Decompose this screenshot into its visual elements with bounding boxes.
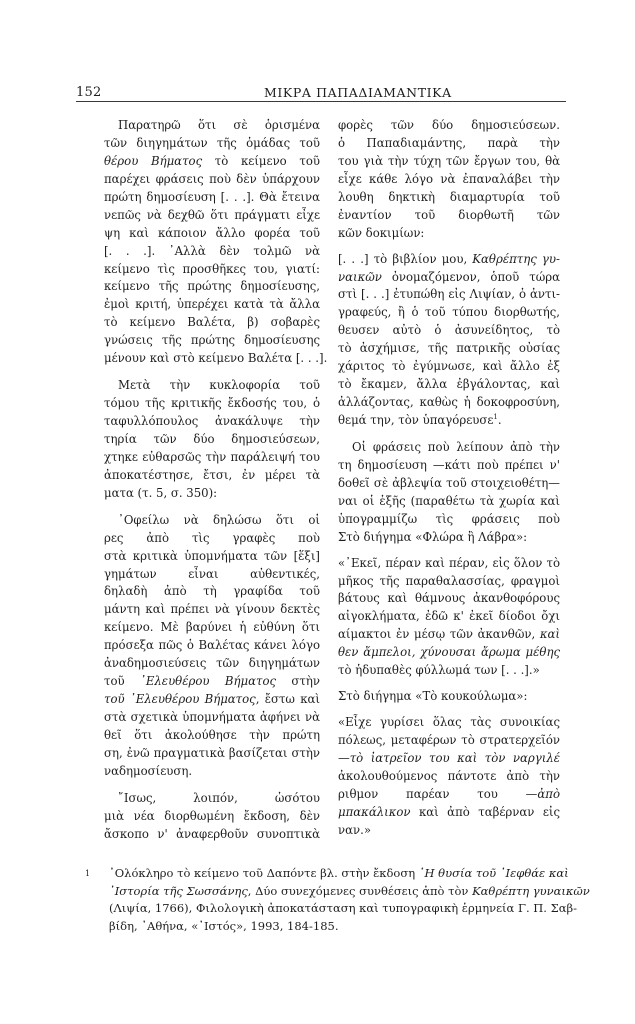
text-line: ἀναδημοσιεύσεις τῶν διηγημάτων (104, 656, 320, 671)
text-line: βάτους καὶ θάμνους ἀκανθοφόρους (338, 591, 560, 606)
text-line: κείμενο. Μὲ βαρύνει ἡ εὐθύνη ὅτι (104, 620, 320, 635)
text-line: κῶν δοκιμίων: (338, 225, 425, 240)
text-line: φορὲς τῶν δύο δημοσιεύσεων. (338, 118, 560, 132)
text-line: ἀποκατέστησε, ἔτσι, ἐν μέρει τὰ (104, 467, 320, 482)
text-line: ἀκολουθούμενος πάντοτε ἀπὸ τὴν (338, 768, 560, 783)
text-line: δηλαδὴ ἀπὸ τὴ γραφίδα τοῦ (104, 584, 320, 599)
text-line: «᾿Εκεῖ, πέραν καὶ πέραν, εἰς ὅλον τὸ (338, 555, 560, 570)
text-line: τῶν διηγημάτων τῆς ὁμάδας τοῦ (104, 135, 320, 150)
text-line: κείμενο τὶς προσθῆκες του, γιατί: (104, 261, 320, 276)
footnote-line: ᾿Ιστορία τῆς Σωσσάνης, Δύο συνεχόμενες συνθέσεις ἀπὸ τὸν Καθρέπτη γυναικῶν (109, 883, 590, 898)
right-column (330, 117, 560, 840)
text-line: χτηκε εὐθαρσῶς τὴν παράλειψή του (104, 449, 320, 464)
text-line: Παρατηρῶ ὅτι σὲ ὁρισμένα (118, 118, 320, 132)
page-number: 152 (76, 85, 102, 100)
italic-text: ᾿Ιστορία τῆς Σωσσάνης (109, 883, 248, 898)
text-line: του γιὰ τὴν τύχη τῶν ἔργων του, θὰ (338, 153, 560, 168)
footnote-line: βίδη, ᾿Αθήνα, «᾿Ιστός», 1993, 184-185. (109, 918, 339, 933)
text-line: ὑπογραμμίζω τὶς φράσεις ποὺ (338, 511, 560, 526)
text-line: ρες ἀπὸ τὶς γραφὲς ποὺ (104, 530, 320, 545)
text-line: θευσεν αὐτὸ ὁ ἀσυνείδητος, τὸ (338, 323, 560, 338)
text-line: πρώτη δημοσίευση [. . .]. Θὰ ἔτεινα (104, 189, 320, 204)
text-line: [. . .] τὸ βιβλίον μου, Καθρέπτης γυ- (338, 251, 560, 266)
text-line: μπακάλικον καὶ ἀπὸ ταβέρναν εἰς (338, 804, 560, 819)
text-line: παρέχει φράσεις ποὺ δὲν ὑπάρχουν (104, 171, 320, 186)
text-line: ψη καὶ κάποιον ἄλλο φορέα τοῦ (104, 225, 320, 240)
italic-text: τὸ ἰατρεῖον του καὶ τὸν ναργιλέ (349, 750, 560, 765)
text-line: [. . .]. ᾿Αλλὰ δὲν τολμῶ νὰ (104, 243, 320, 258)
text-line: τὸ κείμενο Βαλέτα, β) σοβαρὲς (104, 315, 320, 330)
text-line: τοῦ ᾿Ελευθέρου Βήματος, ἔστω καὶ (104, 692, 320, 707)
text-line: νεπῶς νὰ δεχθῶ ὅτι πράγματι εἶχε (104, 207, 320, 222)
text-line: ἐμοὶ κριτή, ὑπερέχει κατὰ τὰ ἄλλα (104, 297, 320, 312)
text-line: τὸ ἀσχήμισε, τῆς πατρικῆς οὐσίας (338, 341, 560, 356)
text-line: ση, ἐνῶ πραγματικὰ βασίζεται στὴν (104, 745, 320, 760)
header-rule (76, 101, 566, 102)
text-line: μάντη καὶ πρέπει νὰ γίνουν δεκτὲς (104, 602, 320, 617)
italic-text: θέρου Βήματος (104, 153, 203, 168)
footnote-line: ᾿Ολόκληρο τὸ κείμενο τοῦ Δαπόντε βλ. στὴν ἔκδοση ῾Η θυσία τοῦ ᾿Ιεφθάε καὶ (109, 866, 569, 880)
italic-text: ᾿Ελευθέρου Βήματος (140, 674, 277, 689)
text-line: στὰ σχετικὰ ὑπομνήματα ἀφήνει νὰ (104, 710, 320, 724)
text-line: τηρία τῶν δύο δημοσιεύσεων, (104, 431, 320, 446)
text-line: —τὸ ἰατρεῖον του καὶ τὸν ναργιλέ (338, 750, 560, 768)
footnote-line: (Λιψία, 1766), Φιλολογικὴ ἀποκατάσταση καὶ τυπογραφικὴ ἑρμηνεία Γ. Π. Σαβ- (109, 901, 578, 915)
text-line: πόλεως, μεταφέρων τὸ στρατερχεῖόν (338, 733, 560, 747)
text-line: ριθμον παρέαν του —ἀπὸ (338, 786, 560, 804)
text-line: ῎Ισως, λοιπόν, ὡσότου (118, 790, 320, 805)
text-line: ἐναντίον τοῦ διορθωτῆ τῶν (338, 207, 560, 222)
paragraph (104, 377, 320, 503)
text-line (338, 644, 560, 662)
text-line: ναι οἱ ἑξῆς (παραθέτω τὰ χωρία καὶ (338, 493, 560, 508)
text-line: ναδημοσίευση. (104, 763, 193, 778)
text-line: γραφεύς, ἢ ὁ τοῦ τύπου διορθωτής, (338, 305, 560, 320)
text-line: αίμακτοι ἐν μέσῳ τῶν ἀκανθῶν, καὶ (338, 626, 560, 644)
text-line: «Εἶχε γυρίσει ὅλας τὰς συνοικίας (338, 715, 560, 730)
paragraph (338, 439, 560, 547)
text-line: δοθεῖ σὲ ἀβλεψία τοῦ στοιχειοθέτη— (338, 475, 560, 490)
footnote-marker: 1 (85, 869, 91, 878)
italic-text: θεν ἄμπελοι, χύνουσαι ἄρωμα μέθης (338, 645, 560, 660)
running-head: ΜΙΚΡΑ ΠΑΠΑΔΙΑΜΑΝΤΙΚΑ (264, 85, 452, 100)
block-quote (338, 251, 560, 430)
text-line: θεῖ ὅτι ἀκολούθησε τὴν πρώτη (104, 727, 320, 742)
italic-text: ναικῶν (338, 269, 382, 284)
text-line: χάριτος τὸ ἐγύμνωσε, καὶ ἄλλο ἐξ (338, 359, 560, 374)
quote-text: θεμά την, τὸν ὑπαγόρευσε (338, 413, 494, 427)
paragraph (104, 117, 328, 368)
text-line: μῆκος τῆς παραθαλασσίας, φραγμοὶ (338, 573, 560, 588)
text-line: μένουν καὶ στὸ κείμενο Βαλέτα [. . .]. (104, 351, 328, 366)
paragraph (104, 790, 320, 844)
text-line: λουθη δηκτικὴ διαμαρτυρία τοῦ (338, 189, 560, 204)
text-line: θεμά την, τὸν ὑπαγόρευσε$^1$. (338, 413, 502, 427)
paragraph (338, 117, 560, 243)
text-line: Στὸ διήγημα «Τὸ κουκούλωμα»: (338, 689, 528, 704)
left-column (104, 117, 328, 844)
block-quote (338, 714, 560, 840)
text-line: ταφυλλόπουλος ἀνακάλυψε τὴν (104, 414, 320, 428)
text-line: αἰγοκλήματα, ἐδῶ κ' ἐκεῖ δίοδοι ὄχι (338, 609, 560, 624)
text-line: ἄσκοπο ν' ἀναφερθοῦν συνοπτικὰ (104, 826, 320, 841)
italic-text: Καθρέπτης γυ- (472, 251, 560, 266)
text-line: εἶχε κάθε λόγο νὰ ἐπαναλάβει τὴν (338, 171, 560, 186)
text-line: στὰ κριτικὰ ὑπομνήματα τῶν [ἕξι] (104, 548, 320, 563)
text-line: τόμου τῆς κριτικῆς ἔκδοσής του, ὁ (104, 396, 320, 411)
text-line: κείμενο τῆς πρώτης δημοσίευσης, (104, 279, 320, 294)
text-line: ματα (τ. 5, σ. 350): (104, 485, 218, 500)
text-line: τὸ ἔκαμεν, ἄλλα ἐβγάλοντας, καὶ (338, 377, 560, 392)
text-line: μιὰ νέα διορθωμένη ἔκδοση, δὲν (104, 808, 320, 823)
italic-text: ῾Η θυσία τοῦ ᾿Ιεφθάε καὶ (418, 866, 569, 880)
text-line: γημάτων εἶναι αὐθεντικές, (104, 566, 320, 581)
italic-text: τοῦ ᾿Ελευθέρου Βήματος (104, 692, 256, 707)
text-line: θέρου Βήματος τὸ κείμενο τοῦ (104, 153, 320, 168)
text-line: ὁ Παπαδιαμάντης, παρὰ τὴν (338, 135, 560, 150)
text-line: πρόσεξα πῶς ὁ Βαλέτας κάνει λόγο (104, 638, 320, 653)
text-line: στὶ [. . .] ἐτυπώθη εἰς Λιψίαν, ὁ ἀντι- (338, 287, 560, 302)
footnote-reference[interactable]: 1 (493, 413, 498, 421)
page-header (76, 85, 565, 105)
italic-text: Καθρέπτη γυναικῶν (472, 883, 590, 898)
text-line: Μετὰ τὴν κυκλοφορία τοῦ (118, 378, 320, 393)
block-quote (338, 555, 560, 681)
text-line: ναικῶν ὀνομαζόμενον, ὁποῦ τώρα (338, 269, 560, 284)
block-quote (104, 512, 320, 781)
text-line: τοῦ ᾿Ελευθέρου Βήματος στὴν (104, 674, 320, 689)
italic-text: μπακάλικον (338, 804, 411, 819)
text-line: τὸ ἡδυπαθὲς φύλλωμά των [. . .].» (338, 663, 540, 678)
text-line: ναν.» (338, 822, 371, 837)
italic-text: καὶ (539, 627, 560, 642)
text-line: τη δημοσίευση —κάτι ποὺ πρέπει ν' (338, 457, 560, 472)
footnote (85, 865, 590, 935)
text-line: ἀλλάζοντας, καθὼς ἡ δοκοφροσύνη, (338, 395, 560, 410)
text-line: Στὸ διήγημα «Φλώρα ἢ Λάβρα»: (338, 529, 528, 544)
italic-text: ἀπὸ (537, 786, 560, 801)
text-line: Οἱ φράσεις ποὺ λείπουν ἀπὸ τὴν (352, 439, 560, 454)
text-line: ᾿Οφείλω νὰ δηλώσω ὅτι οἱ (118, 512, 320, 527)
text-line: γνώσεις τῆς πρώτης δημοσίευσης (104, 333, 320, 348)
